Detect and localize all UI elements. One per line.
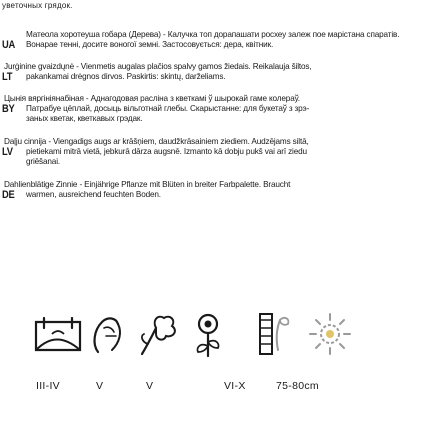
language-code: BY xyxy=(2,103,15,115)
header-fragment xyxy=(2,0,422,16)
description-line: Jurġinine gvaizdųnė - Vienmetis augalas plačios spalvy gamos žiedais. Reikalauja šiltos, xyxy=(4,62,312,71)
description-line: Цынія вяргініянабіная - Аднагодовая расліна з кветкамі ў шырокай гаме колераў. xyxy=(4,94,300,103)
sowing-calendar-icon xyxy=(30,306,86,362)
description-line: Вонарае тенні, досите воногої земні. Застосовується: дера, квітник. xyxy=(26,40,274,49)
planting-month-label: V xyxy=(96,380,104,392)
planting-hands-icon xyxy=(80,306,136,362)
cut-stem-icon xyxy=(246,306,302,362)
entry-description xyxy=(4,180,416,200)
entry-description xyxy=(4,137,416,167)
description-line: warmen, ausreichend feuchten Boden. xyxy=(26,190,161,199)
sun-exposure-icon xyxy=(302,306,358,362)
description-line: Dahlienblätige Zinnie - Einjährige Pflanze mit Blüten in breiter Farbpalette. Braucht xyxy=(4,180,291,189)
language-code: DE xyxy=(2,189,15,201)
entry-description xyxy=(4,30,416,50)
language-code: LV xyxy=(2,146,13,158)
language-code: LT xyxy=(2,71,13,83)
description-line: griēšanai. xyxy=(26,157,61,166)
header-fragment-text: уветочных грядок. xyxy=(2,1,73,10)
entry-description xyxy=(4,94,416,124)
sowing-months-label: III-IV xyxy=(36,380,60,392)
description-line: заных кветак, кветкавых грэдак. xyxy=(26,114,143,123)
pictogram-labels xyxy=(0,380,422,394)
description-line: Матеола хоротеуша гобара (Дерева) - Калучка топ дорапашати росхеу залеж пое марістана спаратів. xyxy=(26,30,400,39)
blooming-flower-icon xyxy=(130,306,186,362)
entry-description xyxy=(4,62,416,82)
flowering-month-label: V xyxy=(146,380,154,392)
flowering-plant-icon xyxy=(180,306,236,362)
description-line: Патрабуе цёплай, досыць вільготнай глебы. Скарыстанне: для букетаў з зрэ- xyxy=(26,104,310,113)
description-line: Daļju cinnija - Viengadigs augs ar krāšņiem, daudžkrāsainiem ziediem. Audzējams siltā, xyxy=(4,137,309,146)
bloom-period-label: VI-X xyxy=(224,380,246,392)
description-line: pakankamai drėgnos dirvos. Paskirtis: skintų, darželiams. xyxy=(26,72,226,81)
description-line: pietiekami mitrā vietā, jebkurā dārza augsnē. Izmanto kā dobju pukš vai arī ziedu xyxy=(26,147,307,156)
pictogram-row xyxy=(30,306,360,362)
language-code: UA xyxy=(2,39,16,51)
plant-height-label: 75-80cm xyxy=(276,380,319,392)
